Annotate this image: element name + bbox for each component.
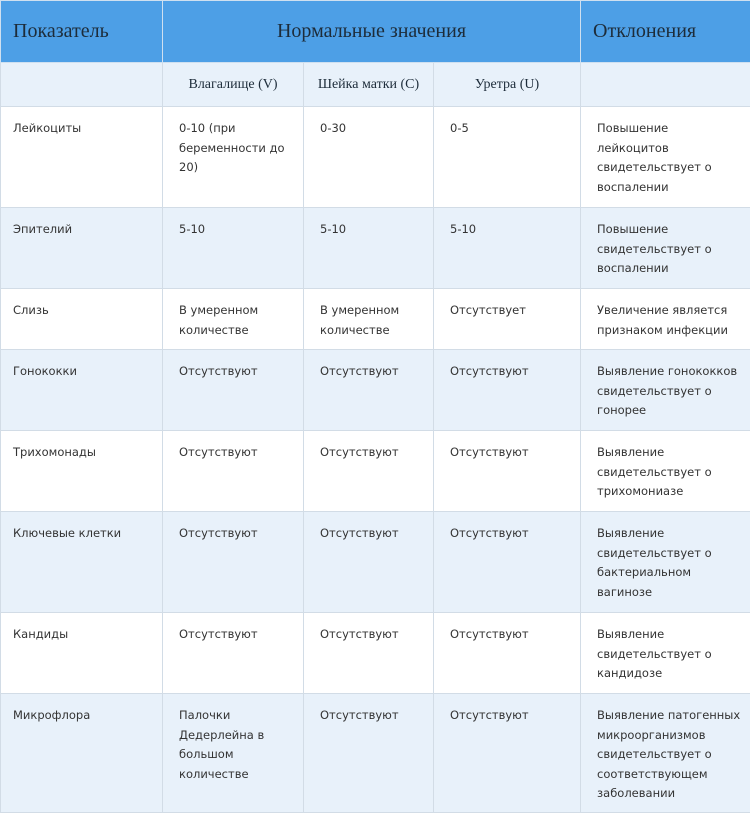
table-subheader-row xyxy=(1,63,750,107)
vagina-value: 5-10 xyxy=(163,208,304,289)
vagina-value: Отсутствуют xyxy=(163,512,304,613)
header-indicator: Показатель xyxy=(1,1,163,63)
subheader-urethra: Уретра (U) xyxy=(434,63,581,107)
subheader-empty-right xyxy=(581,63,750,107)
cervix-value: Отсутствуют xyxy=(304,350,434,431)
deviation-text: Выявление патогенных микроорганизмов свидетельствует о соответствующем заболевании xyxy=(581,694,750,813)
cervix-value: 0-30 xyxy=(304,107,434,208)
urethra-value: 0-5 xyxy=(434,107,581,208)
deviation-text: Выявление свидетельствует о бактериальном вагинозе xyxy=(581,512,750,613)
table-row xyxy=(1,350,750,431)
table-row xyxy=(1,107,750,208)
cervix-value: 5-10 xyxy=(304,208,434,289)
deviation-text: Повышение свидетельствует о воспалении xyxy=(581,208,750,289)
urethra-value: Отсутствуют xyxy=(434,431,581,512)
cervix-value: Отсутствуют xyxy=(304,431,434,512)
subheader-empty-left xyxy=(1,63,163,107)
cervix-value: Отсутствуют xyxy=(304,694,434,813)
table-row xyxy=(1,613,750,694)
vagina-value: В умеренном количестве xyxy=(163,289,304,350)
urethra-value: Отсутствуют xyxy=(434,512,581,613)
cervix-value: Отсутствуют xyxy=(304,613,434,694)
cervix-value: Отсутствуют xyxy=(304,512,434,613)
row-name: Ключевые клетки xyxy=(1,512,163,613)
cervix-value: В умеренном количестве xyxy=(304,289,434,350)
urethra-value: 5-10 xyxy=(434,208,581,289)
urethra-value: Отсутствуют xyxy=(434,350,581,431)
urethra-value: Отсутствуют xyxy=(434,613,581,694)
table-row xyxy=(1,431,750,512)
table-row xyxy=(1,208,750,289)
subheader-vagina: Влагалище (V) xyxy=(163,63,304,107)
vagina-value: Отсутствуют xyxy=(163,613,304,694)
deviation-text: Увеличение является признаком инфекции xyxy=(581,289,750,350)
row-name: Кандиды xyxy=(1,613,163,694)
vagina-value: Палочки Дедерлейна в большом количестве xyxy=(163,694,304,813)
urethra-value: Отсутствуют xyxy=(434,694,581,813)
vagina-value: 0-10 (при беременности до 20) xyxy=(163,107,304,208)
urethra-value: Отсутствует xyxy=(434,289,581,350)
header-normal-values: Нормальные значения xyxy=(163,1,581,63)
deviation-text: Выявление свидетельствует о кандидозе xyxy=(581,613,750,694)
row-name: Трихомонады xyxy=(1,431,163,512)
row-name: Эпителий xyxy=(1,208,163,289)
table-row xyxy=(1,289,750,350)
header-deviations: Отклонения xyxy=(581,1,750,63)
deviation-text: Выявление гонококков свидетельствует о гонорее xyxy=(581,350,750,431)
vagina-value: Отсутствуют xyxy=(163,350,304,431)
deviation-text: Выявление свидетельствует о трихомониазе xyxy=(581,431,750,512)
row-name: Слизь xyxy=(1,289,163,350)
vagina-value: Отсутствуют xyxy=(163,431,304,512)
row-name: Микрофлора xyxy=(1,694,163,813)
row-name: Лейкоциты xyxy=(1,107,163,208)
row-name: Гонококки xyxy=(1,350,163,431)
table-row xyxy=(1,694,750,813)
subheader-cervix: Шейка матки (C) xyxy=(304,63,434,107)
table-header-row xyxy=(1,1,750,63)
deviation-text: Повышение лейкоцитов свидетельствует о воспалении xyxy=(581,107,750,208)
table-row xyxy=(1,512,750,613)
